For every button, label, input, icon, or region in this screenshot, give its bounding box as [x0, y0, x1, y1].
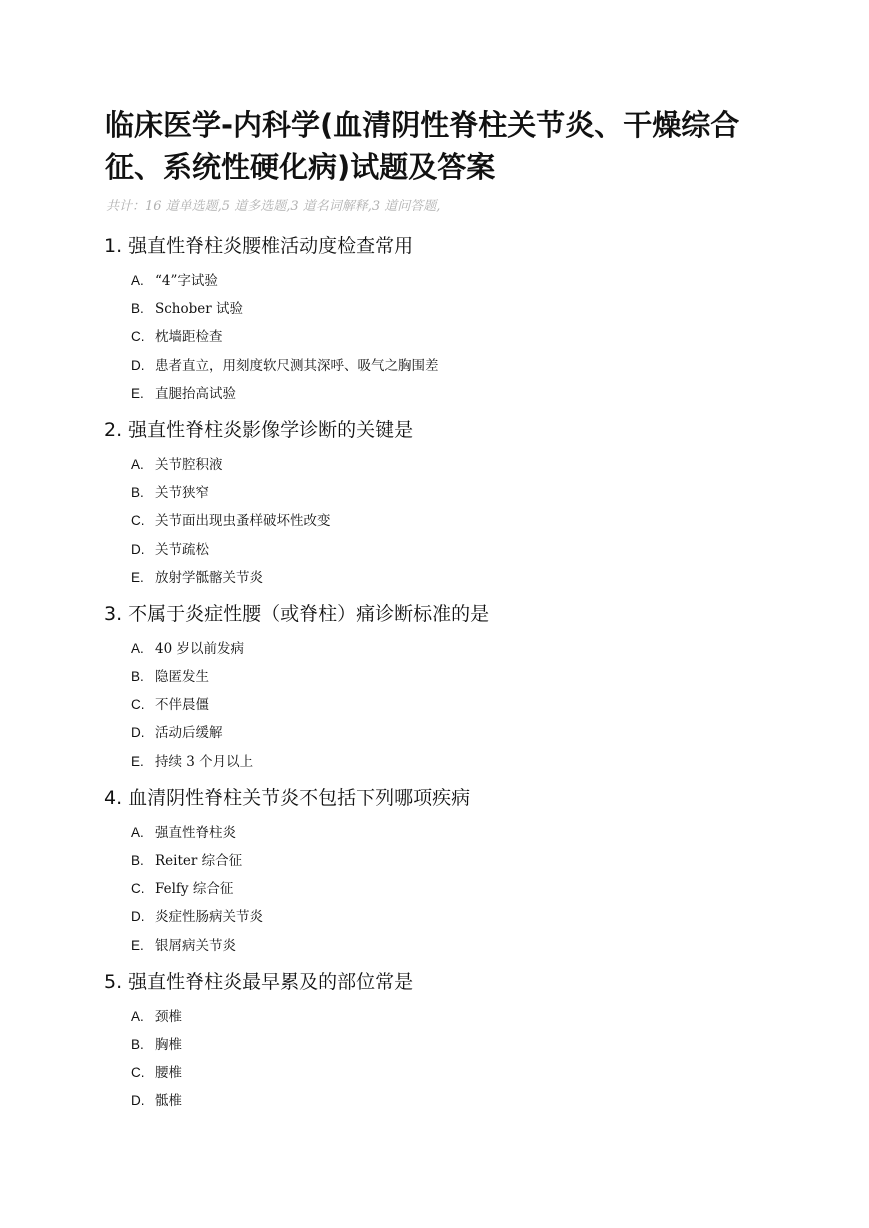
question-2 — [104, 416, 804, 600]
option-c — [131, 691, 804, 719]
option-d — [131, 536, 804, 564]
option-text: Schober 试验 — [155, 301, 244, 318]
question-3 — [104, 600, 804, 784]
option-letter: B. — [131, 669, 144, 685]
option-text: 关节腔积液 — [155, 456, 223, 473]
option-list — [104, 628, 804, 784]
option-e — [131, 380, 804, 408]
option-c — [131, 875, 804, 903]
option-d — [131, 903, 804, 931]
option-text: 银屑病关节炎 — [155, 937, 236, 954]
question-1 — [104, 232, 804, 416]
question-5 — [104, 968, 804, 1124]
option-text: 不伴晨僵 — [155, 697, 209, 714]
option-a — [131, 819, 804, 847]
option-text: 持续 3 个月以上 — [155, 753, 254, 770]
option-c — [131, 507, 804, 535]
option-c — [131, 323, 804, 351]
option-letter: A. — [131, 824, 144, 840]
option-a — [131, 451, 804, 479]
option-b — [131, 1031, 804, 1059]
option-text: 关节面出现虫蚤样破坏性改变 — [155, 513, 331, 530]
option-text: 隐匿发生 — [155, 669, 209, 686]
option-letter: C. — [131, 697, 145, 713]
question-count-summary: 共计：16 道单选题,5 道多选题,3 道名词解释,3 道问答题, — [106, 199, 441, 214]
question-stem: 3. 不属于炎症性腰（或脊柱）痛诊断标准的是 — [104, 602, 490, 625]
option-letter: D. — [131, 725, 145, 741]
option-list — [104, 996, 804, 1124]
option-letter: B. — [131, 301, 144, 317]
option-a — [131, 267, 804, 295]
option-list — [104, 260, 804, 416]
option-letter: D. — [131, 1093, 145, 1109]
option-b — [131, 295, 804, 323]
question-stem: 2. 强直性脊柱炎影像学诊断的关键是 — [104, 418, 414, 441]
option-d — [131, 1087, 804, 1115]
option-text: 炎症性肠病关节炎 — [155, 909, 263, 926]
option-letter: C. — [131, 329, 145, 345]
option-text: 腰椎 — [155, 1065, 182, 1082]
question-stem: 4. 血清阴性脊柱关节炎不包括下列哪项疾病 — [104, 786, 471, 809]
option-letter: B. — [131, 485, 144, 501]
option-text: Reiter 综合征 — [155, 853, 243, 869]
option-b — [131, 847, 804, 875]
option-text: 胸椎 — [155, 1036, 182, 1053]
option-text: 关节疏松 — [155, 541, 209, 558]
option-a — [131, 635, 804, 663]
option-text: 骶椎 — [155, 1093, 182, 1110]
option-b — [131, 663, 804, 691]
option-text: 放射学骶髂关节炎 — [155, 569, 263, 586]
option-text: 强直性脊柱炎 — [155, 824, 236, 841]
option-text: 颈椎 — [155, 1008, 182, 1025]
option-text: 枕墙距检查 — [155, 329, 223, 346]
option-letter: E. — [131, 569, 144, 585]
question-4 — [104, 784, 804, 968]
option-e — [131, 748, 804, 776]
option-text: 关节狭窄 — [155, 485, 209, 502]
option-a — [131, 1003, 804, 1031]
question-stem: 1. 强直性脊柱炎腰椎活动度检查常用 — [104, 235, 414, 257]
option-letter: B. — [131, 1036, 144, 1052]
option-letter: C. — [131, 1065, 145, 1081]
option-letter: B. — [131, 853, 144, 868]
option-text: 40 岁以前发病 — [155, 640, 244, 657]
option-letter: A. — [131, 456, 144, 472]
option-list — [104, 444, 804, 600]
question-list — [104, 232, 804, 1124]
option-letter: A. — [131, 1008, 144, 1024]
option-letter: D. — [131, 357, 145, 373]
document-title: 临床医学-内科学(血清阴性脊柱关节炎、干燥综合征、系统性硬化病)试题及答案 — [105, 108, 740, 184]
option-text: 活动后缓解 — [155, 725, 223, 742]
option-e — [131, 564, 804, 592]
question-stem: 5. 强直性脊柱炎最早累及的部位常是 — [104, 970, 414, 993]
option-letter: E. — [131, 753, 144, 769]
option-text: 患者直立，用刻度软尺测其深呼、吸气之胸围差 — [155, 357, 439, 374]
option-d — [131, 719, 804, 747]
option-letter: C. — [131, 513, 145, 529]
option-text: Felfy 综合征 — [155, 881, 234, 898]
option-letter: D. — [131, 909, 145, 925]
option-list — [104, 812, 804, 968]
option-letter: C. — [131, 881, 145, 897]
option-letter: E. — [131, 937, 144, 953]
option-e — [131, 932, 804, 960]
option-text: 直腿抬高试验 — [155, 385, 236, 402]
option-text: “4”字试验 — [155, 273, 218, 289]
option-letter: A. — [131, 640, 144, 656]
option-c — [131, 1059, 804, 1087]
option-b — [131, 479, 804, 507]
option-d — [131, 352, 804, 380]
option-letter: E. — [131, 385, 144, 401]
option-letter: D. — [131, 541, 145, 557]
option-letter: A. — [131, 273, 144, 288]
